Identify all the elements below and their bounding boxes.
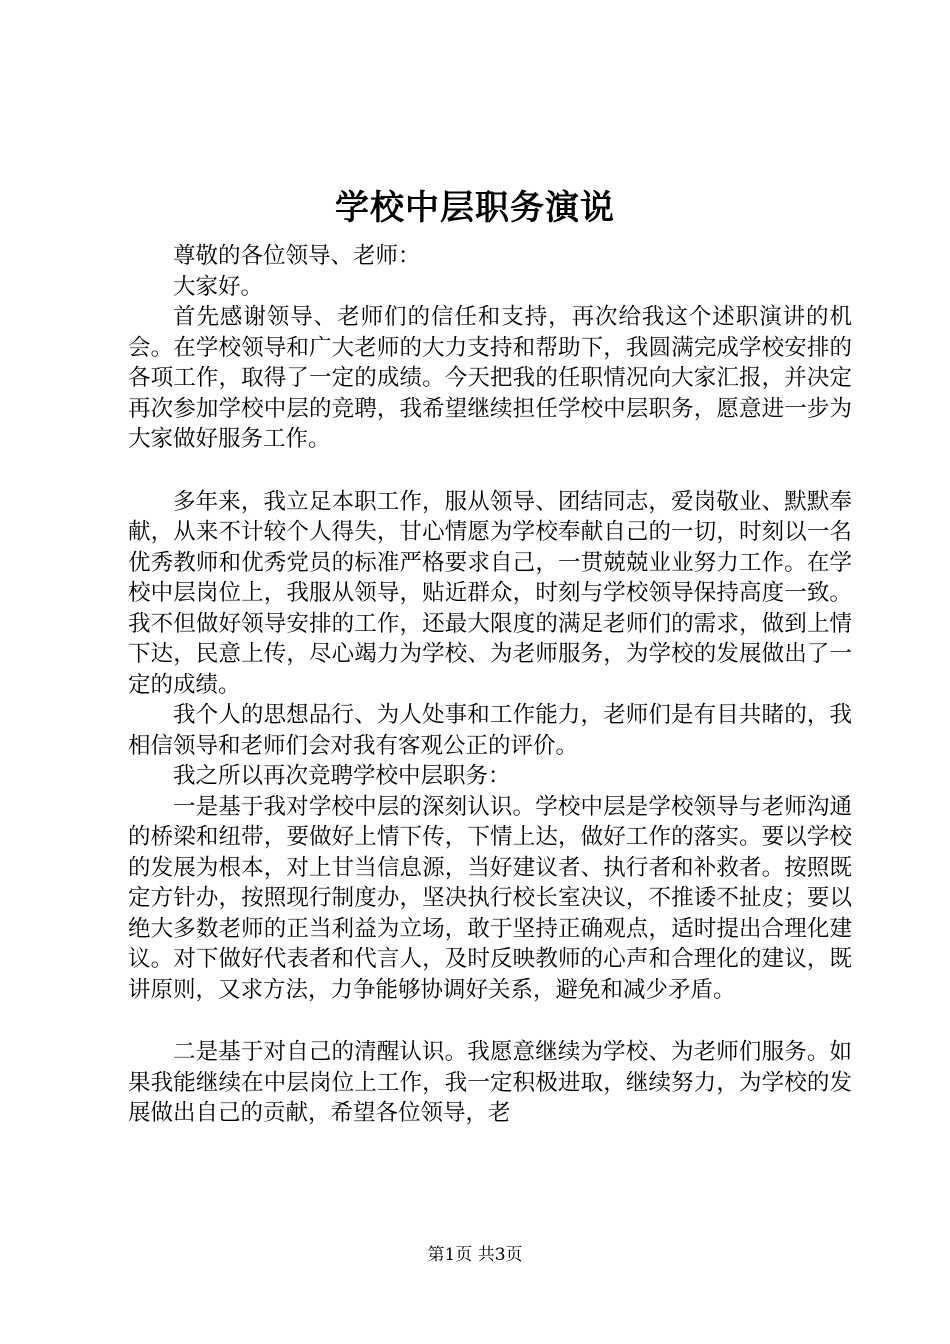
body-paragraph: 二是基于对自己的清醒认识。我愿意继续为学校、为老师们服务。如果我能继续在中层岗位上工作，我一定积极进取，继续努力，为学校的发展做出自己的贡献，希望各位领导，老	[128, 1039, 852, 1126]
greeting-paragraph: 大家好。	[173, 273, 264, 300]
salutation-paragraph: 尊敬的各位领导、老师：	[173, 243, 421, 269]
body-paragraph: 一是基于我对学校中层的深刻认识。学校中层是学校领导与老师沟通的桥梁和纽带，要做好上情下传，下情上达，做好工作的落实。要以学校的发展为根本，对上甘当信息源，当好建议者、执行者和补救者。按照既定方针办，按照现行制度办，坚决执行校长室决议，不推诿不扯皮；要以绝大多数老师的正当利益为立场，敢于坚持正确观点，适时提出合理化建议。对下做好代表者和代言人，及时反映教师的心声和合理化的建议，既讲原则，又求方法，力争能够协调好关系，避免和减少矛盾。	[128, 793, 852, 1003]
page-number-footer: 第1页 共3页	[427, 1245, 523, 1265]
body-paragraph: 多年来，我立足本职工作，服从领导、团结同志，爱岗敬业、默默奉献，从来不计较个人得失，甘心情愿为学校奉献自己的一切，时刻以一名优秀教师和优秀党员的标准严格要求自己，一贯兢兢业业努力工作。在学校中层岗位上，我服从领导，贴近群众，时刻与学校领导保持高度一致。我不但做好领导安排的工作，还最大限度的满足老师们的需求，做到上情下达，民意上传，尽心竭力为学校、为老师服务，为学校的发展做出了一定的成绩。	[128, 488, 852, 698]
document-body	[128, 241, 852, 1129]
body-paragraph: 首先感谢领导、老师们的信任和支持，再次给我这个述职演讲的机会。在学校领导和广大老师的大力支持和帮助下，我圆满完成学校安排的各项工作，取得了一定的成绩。今天把我的任职情况向大家汇报，并决定再次参加学校中层的竞聘，我希望继续担任学校中层职务，愿意进一步为大家做好服务工作。	[128, 304, 852, 452]
body-paragraph: 我之所以再次竞聘学校中层职务：	[173, 763, 511, 789]
body-paragraph: 我个人的思想品行、为人处事和工作能力，老师们是有目共睹的，我相信领导和老师们会对我有客观公正的评价。	[128, 702, 852, 759]
document-title: 学校中层职务演说	[335, 188, 615, 228]
